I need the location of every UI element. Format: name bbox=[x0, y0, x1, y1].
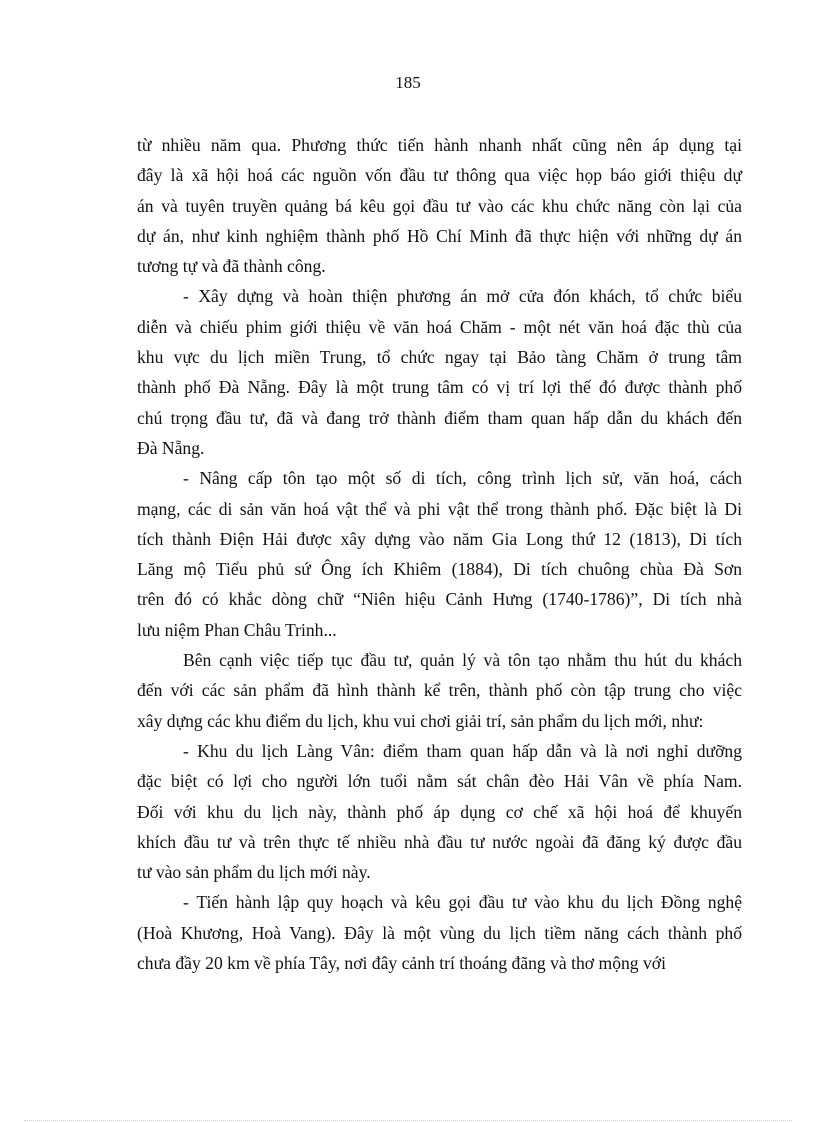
text-line: tương tự và đã thành công. bbox=[137, 256, 326, 277]
text-line: đến với các sản phẩm đã hình thành kể trên, thành phố còn tập trung cho việc bbox=[137, 680, 742, 701]
text-line: (Hoà Khương, Hoà Vang). Đây là một vùng du lịch tiềm năng cách thành phố bbox=[137, 922, 742, 943]
text-line: Bên cạnh việc tiếp tục đầu tư, quản lý và tôn tạo nhằm thu hút du khách bbox=[183, 650, 742, 671]
text-line: khích đầu tư và trên thực tế nhiều nhà đầu tư nước ngoài đã đăng ký được đầu bbox=[137, 831, 742, 852]
text-line: chưa đầy 20 km về phía Tây, nơi đây cảnh trí thoáng đãng và thơ mộng với bbox=[137, 953, 666, 974]
text-line: thành phố Đà Nẵng. Đây là một trung tâm có vị trí lợi thế đó được thành phố bbox=[137, 377, 742, 398]
text-line: - Nâng cấp tôn tạo một số di tích, công trình lịch sử, văn hoá, cách bbox=[183, 468, 742, 489]
text-line: Đối với khu du lịch này, thành phố áp dụng cơ chế xã hội hoá để khuyến bbox=[137, 801, 742, 822]
text-line: tư vào sản phẩm du lịch mới này. bbox=[137, 862, 371, 883]
text-line: dự án, như kinh nghiệm thành phố Hồ Chí Minh đã thực hiện với những dự án bbox=[137, 225, 742, 246]
text-line: đây là xã hội hoá các nguồn vốn đầu tư thông qua việc họp báo giới thiệu dự bbox=[137, 165, 742, 186]
text-line: khu vực du lịch miền Trung, tổ chức ngay tại Bảo tàng Chăm ở trung tâm bbox=[137, 347, 742, 368]
text-line: - Xây dựng và hoàn thiện phương án mở cửa đón khách, tổ chức biểu bbox=[183, 286, 742, 307]
text-line: diễn và chiếu phim giới thiệu về văn hoá Chăm - một nét văn hoá đặc thù của bbox=[137, 316, 742, 337]
text-line: - Khu du lịch Làng Vân: điểm tham quan hấp dẫn và là nơi nghỉ dưỡng bbox=[183, 740, 742, 761]
text-line: án và tuyên truyền quảng bá kêu gọi đầu tư vào các khu chức năng còn lại của bbox=[137, 195, 742, 216]
text-line: lưu niệm Phan Châu Trinh... bbox=[137, 619, 337, 640]
text-line: xây dựng các khu điểm du lịch, khu vui chơi giải trí, sản phẩm du lịch mới, như: bbox=[137, 710, 704, 731]
text-line: mạng, các di sản văn hoá vật thể và phi vật thể trong thành phố. Đặc biệt là Di bbox=[137, 498, 742, 519]
page-number: 185 bbox=[395, 73, 421, 92]
text-line: - Tiến hành lập quy hoạch và kêu gọi đầu tư vào khu du lịch Đồng nghệ bbox=[183, 892, 742, 913]
text-line: tích thành Điện Hải được xây dựng vào năm Gia Long thứ 12 (1813), Di tích bbox=[137, 528, 742, 549]
bottom-dotted-rule bbox=[24, 1120, 792, 1121]
text-line: Lăng mộ Tiểu phủ sứ Ông ích Khiêm (1884), Di tích chuông chùa Đà Sơn bbox=[137, 559, 742, 580]
text-line: đặc biệt có lợi cho người lớn tuổi nằm sát chân đèo Hải Vân về phía Nam. bbox=[137, 771, 742, 792]
text-line: chú trọng đầu tư, đã và đang trở thành điểm tham quan hấp dẫn du khách đến bbox=[137, 407, 742, 428]
text-line: trên đó có khắc dòng chữ “Niên hiệu Cảnh Hưng (1740-1786)”, Di tích nhà bbox=[137, 589, 742, 610]
text-line: từ nhiều năm qua. Phương thức tiến hành nhanh nhất cũng nên áp dụng tại bbox=[137, 135, 742, 155]
body-text bbox=[137, 130, 742, 978]
text-line: Đà Nẵng. bbox=[137, 437, 205, 458]
